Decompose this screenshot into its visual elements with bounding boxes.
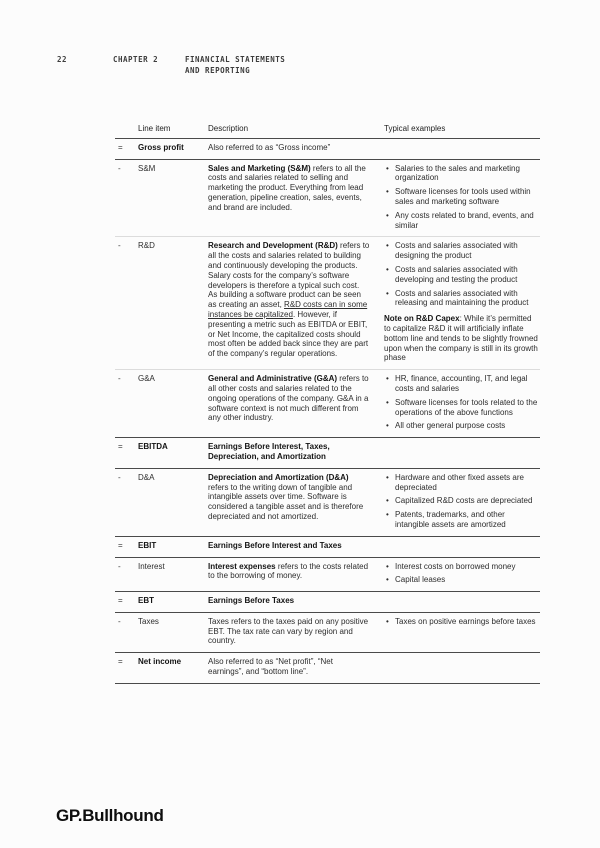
example-bullet-text: Taxes on positive earnings before taxes [395,616,536,626]
chapter-title-line2: AND REPORTING [185,66,251,75]
bullet-icon: • [386,561,389,571]
row-description: Research and Development (R&D) refers to all the costs and salaries related to building and continuously developing the products. Salary costs for the company’s software developers is therefore a typical such cost. As building a software product can be seen as creating an asset, R&D costs can in some instances be capitalized. However, if presenting a metric such as EBITDA or EBIT, or Net Income, the capitalized costs should most often be added back since they are part of the company’s regular operations. [208,241,370,359]
bullet-icon: • [386,397,389,407]
column-header-examples: Typical examples [384,124,446,133]
bullet-icon: • [386,496,389,506]
row-symbol: - [118,241,121,251]
bullet-icon: • [386,510,389,520]
column-header-symbol [115,124,138,134]
row-description: Earnings Before Taxes [208,596,295,606]
row-symbol: - [118,472,121,482]
example-bullet [384,289,540,309]
row-line-item: R&D [138,241,155,251]
row-line-item: Net income [138,657,182,667]
example-bullet-text: HR, finance, accounting, IT, and legal costs and salaries [395,374,528,393]
row-line-item: Taxes [138,616,159,626]
example-bullet-text: Costs and salaries associated with designing the product [395,241,518,261]
example-bullet-text: Patents, trademarks, and other intangible assets are amortized [395,510,506,529]
example-bullet-text: Any costs related to brand, events, and similar [395,210,534,230]
bullet-icon: • [386,210,389,220]
example-bullet [384,211,540,231]
example-bullet [384,496,540,506]
example-bullet [384,473,540,493]
bullet-icon: • [386,421,389,431]
example-bullet [384,187,540,207]
row-symbol: - [118,163,121,173]
table-row [115,557,540,592]
bullet-icon: • [386,241,389,251]
bullet-icon: • [386,472,389,482]
table-row [115,369,540,437]
bullet-icon: • [386,163,389,173]
example-bullet-text: Hardware and other fixed assets are depreciated [395,472,524,492]
row-line-item: EBT [138,596,154,606]
row-line-item: S&M [138,163,156,173]
row-examples [380,541,540,551]
table-bottom-rule [115,683,540,684]
row-examples [380,442,540,462]
table-row [115,437,540,468]
table-body [115,138,540,683]
example-bullet-text: Salaries to the sales and marketing organization [395,163,520,183]
chapter-title [185,54,285,76]
column-header-description: Description [208,124,249,133]
row-symbol: - [118,616,121,626]
row-description: Also referred to as “Gross income” [208,142,331,152]
example-bullet-text: All other general purpose costs [395,421,506,431]
example-bullet-text: Software licenses for tools used within sales and marketing software [395,187,531,206]
example-bullet-text: Costs and salaries associated with releasing and maintaining the product [395,288,529,308]
row-description: General and Administrative (G&A) refers to all other costs and salaries related to the ongoing operations of the company. G&A in a software context is not much different from any other industry. [208,374,369,423]
row-examples [380,657,540,677]
row-line-item: G&A [138,374,155,384]
chapter-title-line1: FINANCIAL STATEMENTS [185,55,286,64]
row-examples [380,164,540,231]
row-line-item: D&A [138,472,155,482]
example-bullet-text: Interest costs on borrowed money [395,561,516,571]
table-row [115,159,540,237]
row-examples [380,143,540,153]
row-line-item: EBITDA [138,442,168,452]
example-bullet [384,164,540,184]
row-line-item: EBIT [138,540,157,550]
row-line-item: Interest [138,561,165,571]
row-symbol: = [118,596,123,606]
example-bullet-text: Capitalized R&D costs are depreciated [395,496,533,506]
bullet-icon: • [386,616,389,626]
example-bullet [384,421,540,431]
row-description: Earnings Before Interest and Taxes [208,540,342,550]
example-bullet-text: Capital leases [395,575,446,585]
bullet-icon: • [386,575,389,585]
column-header-line-item: Line item [138,124,171,133]
row-examples [380,241,540,363]
example-bullet [384,398,540,418]
row-description: Taxes refers to the taxes paid on any positive EBT. The tax rate can vary by region and country. [208,616,369,646]
bullet-icon: • [386,264,389,274]
gp-bullhound-logo: GP.Bullhound [56,806,164,825]
row-description: Sales and Marketing (S&M) refers to all the costs and salaries related to selling and marketing the product. Everything from lead generation, pipeline creation, sales, events, and brand are included. [208,163,366,212]
row-symbol: = [118,142,123,152]
row-symbol: = [118,657,123,667]
example-bullet [384,575,540,585]
example-bullet-text: Costs and salaries associated with developing and testing the product [395,264,518,284]
row-line-item: Gross profit [138,142,184,152]
example-bullet [384,510,540,530]
example-bullet-text: Software licenses for tools related to the operations of the above functions [395,397,538,417]
row-examples [380,562,540,586]
bullet-icon: • [386,187,389,197]
table-row [115,591,540,612]
running-header [57,54,285,76]
table-row [115,468,540,536]
row-symbol: - [118,561,121,571]
example-bullet [384,241,540,261]
chapter-label: CHAPTER 2 [113,55,159,64]
row-examples [380,473,540,530]
table-header-row [115,122,540,138]
row-description: Also referred to as “Net profit”, “Net earnings”, and “bottom line”. [208,657,333,677]
page-number: 22 [57,55,68,64]
bullet-icon: • [386,374,389,384]
row-description: Depreciation and Amortization (D&A) refers to the writing down of tangible and intangible assets over time. Software is considered a tangible asset and is therefore depreciated and not amortized. [208,472,364,521]
row-description: Interest expenses refers to the costs related to the borrowing of money. [208,561,369,581]
example-bullet [384,265,540,285]
table-row [115,236,540,369]
row-symbol: - [118,374,121,384]
table-row [115,138,540,159]
example-bullet [384,562,540,572]
financial-line-items-table [115,122,540,684]
table-row [115,536,540,557]
row-examples [380,374,540,431]
row-examples [380,617,540,646]
row-symbol: = [118,442,123,452]
table-row [115,652,540,683]
row-examples [380,596,540,606]
bullet-icon: • [386,288,389,298]
table-row [115,612,540,652]
row-description: Earnings Before Interest, Taxes, Depreciation, and Amortization [208,442,330,461]
row-symbol: = [118,540,123,550]
rd-capex-note: Note on R&D Capex: While it’s permitted to capitalize R&D it will artificially inflate bottom line and tends to be slightly frowned upon when the company is still in its growth phase [384,314,538,363]
example-bullet [384,617,540,627]
example-bullet [384,374,540,394]
